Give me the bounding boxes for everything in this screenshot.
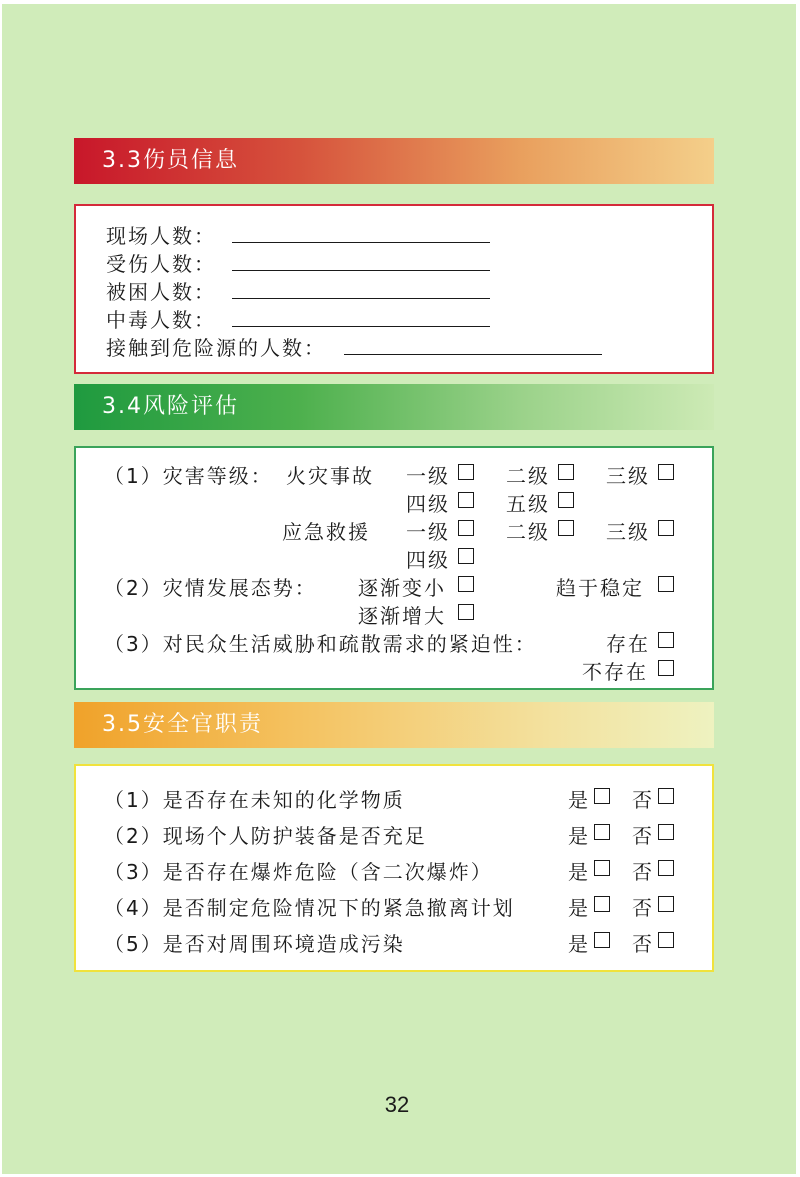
casualty-info-box xyxy=(74,204,714,374)
safety-officer-box xyxy=(74,764,714,972)
safety-item-4-yes-checkbox[interactable] xyxy=(594,896,610,912)
trend-increasing-label: 逐渐增大 xyxy=(358,604,446,628)
fire-level-5-label: 五级 xyxy=(506,492,550,516)
safety-item-3-yes-checkbox[interactable] xyxy=(594,860,610,876)
fire-level-4-label: 四级 xyxy=(406,492,450,516)
rescue-level-1-checkbox[interactable] xyxy=(458,520,474,536)
trend-stable-label: 趋于稳定 xyxy=(556,576,644,600)
trend-decreasing-label: 逐渐变小 xyxy=(358,576,446,600)
safety-item-1-no-label: 否 xyxy=(632,788,654,812)
fire-level-1-label: 一级 xyxy=(406,464,450,488)
fire-accident-label: 火灾事故 xyxy=(286,464,374,488)
safety-item-2-no-checkbox[interactable] xyxy=(658,824,674,840)
safety-item-5-no-checkbox[interactable] xyxy=(658,932,674,948)
safety-item-3-no-checkbox[interactable] xyxy=(658,860,674,876)
safety-item-2: （2）现场个人防护装备是否充足 xyxy=(104,824,427,848)
fire-level-2-checkbox[interactable] xyxy=(558,464,574,480)
rescue-level-1-label: 一级 xyxy=(406,520,450,544)
rescue-level-4-checkbox[interactable] xyxy=(458,548,474,564)
safety-item-5-no-label: 否 xyxy=(632,932,654,956)
safety-item-5-yes-label: 是 xyxy=(568,932,590,956)
rescue-level-2-checkbox[interactable] xyxy=(558,520,574,536)
trend-decreasing-checkbox[interactable] xyxy=(458,576,474,592)
field-label-onsite-count: 现场人数： xyxy=(106,224,216,248)
fire-level-1-checkbox[interactable] xyxy=(458,464,474,480)
fire-level-2-label: 二级 xyxy=(506,464,550,488)
section-header-risk-assessment: 3.4风险评估 xyxy=(74,384,714,430)
evacuation-urgency-label: （3）对民众生活威胁和疏散需求的紧迫性： xyxy=(104,632,537,656)
field-label-injured-count: 受伤人数： xyxy=(106,252,216,276)
onsite-count-blank[interactable] xyxy=(232,242,490,243)
exposed-count-blank[interactable] xyxy=(344,354,602,355)
rescue-level-2-label: 二级 xyxy=(506,520,550,544)
safety-item-3-no-label: 否 xyxy=(632,860,654,884)
rescue-level-3-label: 三级 xyxy=(606,520,650,544)
urgency-not-exists-checkbox[interactable] xyxy=(658,660,674,676)
safety-item-4-yes-label: 是 xyxy=(568,896,590,920)
urgency-not-exists-label: 不存在 xyxy=(582,660,648,684)
injured-count-blank[interactable] xyxy=(232,270,490,271)
field-label-exposed-count: 接触到危险源的人数： xyxy=(106,336,326,360)
disaster-trend-label: （2）灾情发展态势： xyxy=(104,576,317,600)
safety-item-2-yes-checkbox[interactable] xyxy=(594,824,610,840)
safety-item-1-yes-checkbox[interactable] xyxy=(594,788,610,804)
safety-item-5-yes-checkbox[interactable] xyxy=(594,932,610,948)
rescue-level-3-checkbox[interactable] xyxy=(658,520,674,536)
safety-item-5: （5）是否对周围环境造成污染 xyxy=(104,932,405,956)
fire-level-3-checkbox[interactable] xyxy=(658,464,674,480)
rescue-level-4-label: 四级 xyxy=(406,548,450,572)
trapped-count-blank[interactable] xyxy=(232,298,490,299)
disaster-level-label: （1）灾害等级： xyxy=(104,464,273,488)
safety-item-4-no-checkbox[interactable] xyxy=(658,896,674,912)
page-number: 32 xyxy=(384,1092,410,1117)
safety-item-1-yes-label: 是 xyxy=(568,788,590,812)
safety-item-1: （1）是否存在未知的化学物质 xyxy=(104,788,405,812)
safety-item-2-yes-label: 是 xyxy=(568,824,590,848)
field-label-trapped-count: 被困人数： xyxy=(106,280,216,304)
safety-item-4: （4）是否制定危险情况下的紧急撤离计划 xyxy=(104,896,515,920)
safety-item-4-no-label: 否 xyxy=(632,896,654,920)
emergency-rescue-label: 应急救援 xyxy=(282,520,370,544)
trend-increasing-checkbox[interactable] xyxy=(458,604,474,620)
safety-item-2-no-label: 否 xyxy=(632,824,654,848)
risk-assessment-box xyxy=(74,446,714,690)
safety-item-3-yes-label: 是 xyxy=(568,860,590,884)
section-header-safety-officer: 3.5安全官职责 xyxy=(74,702,714,748)
fire-level-5-checkbox[interactable] xyxy=(558,492,574,508)
urgency-exists-checkbox[interactable] xyxy=(658,632,674,648)
fire-level-4-checkbox[interactable] xyxy=(458,492,474,508)
field-label-poisoned-count: 中毒人数： xyxy=(106,308,216,332)
trend-stable-checkbox[interactable] xyxy=(658,576,674,592)
poisoned-count-blank[interactable] xyxy=(232,326,490,327)
safety-item-1-no-checkbox[interactable] xyxy=(658,788,674,804)
urgency-exists-label: 存在 xyxy=(606,632,650,656)
fire-level-3-label: 三级 xyxy=(606,464,650,488)
safety-item-3: （3）是否存在爆炸危险（含二次爆炸） xyxy=(104,860,493,884)
section-header-casualty-info: 3.3伤员信息 xyxy=(74,138,714,184)
